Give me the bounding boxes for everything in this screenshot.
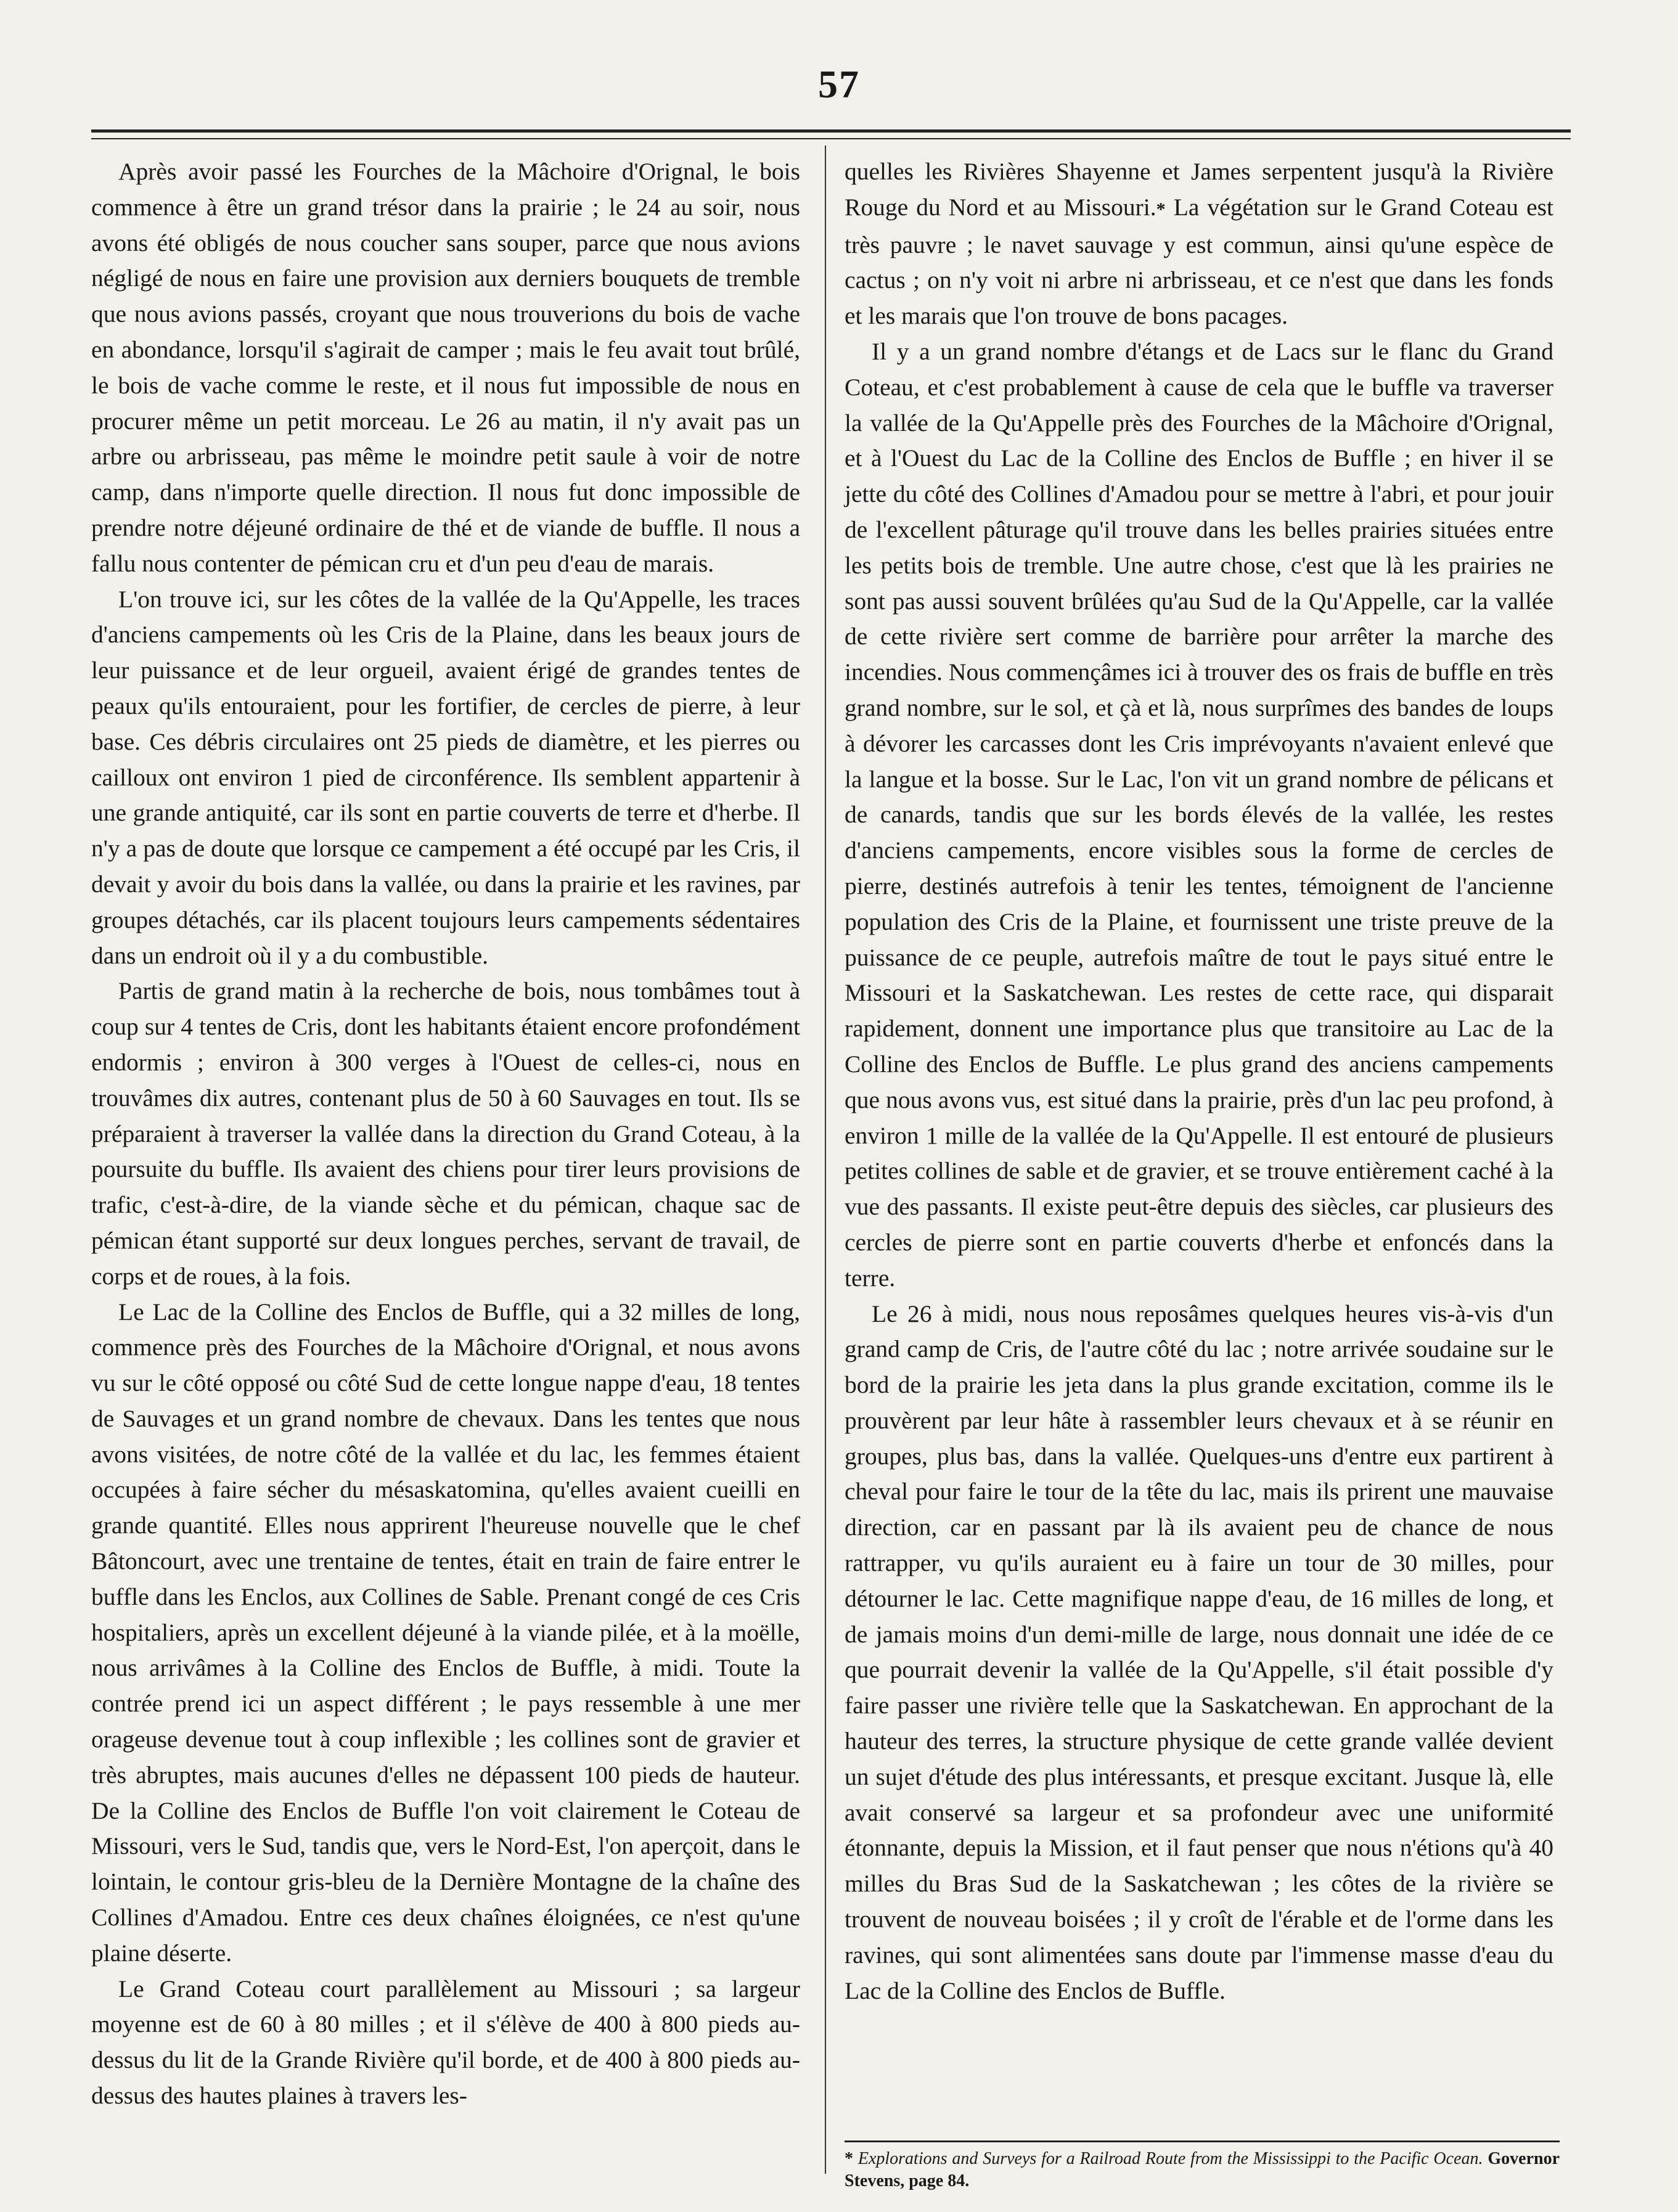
continued-text: quelles les Rivières Shayenne et James serpentent jusqu'à la Rivière Rouge du Nord et au Missouri. [845,158,1553,221]
footnote-author: Governor Stevens, page 84. [845,2149,1560,2190]
header-rule [91,129,1571,133]
column-divider [825,145,826,2174]
footnote-star: * [845,2149,853,2168]
paragraph: Après avoir passé les Fourches de la Mâchoire d'Orignal, le bois commence à être un grand trésor dans la prairie ; le 24 au soir, nous avons été obligés de nous coucher sans souper, parce que nous avions négligé de nous en faire une provision aux derniers bouquets de tremble que nous avions passés, croyant que nous trouverions du bois de vache en abondance, lorsqu'il s'agirait de camper ; mais le feu avait tout brûlé, le bois de vache comme le reste, et il nous fut impossible de nous en procurer même un petit morceau. Le 26 au matin, il n'y avait pas un arbre ou arbrisseau, pas même le moindre petit saule à voir de notre camp, dans n'importe quelle direction. Il nous fut donc impossible de prendre notre déjeuné ordinaire de thé et de viande de buffle. Il nous a fallu nous contenter de pémican cru et d'un peu d'eau de marais. [91,158,800,577]
paragraph: Il y a un grand nombre d'étangs et de Lacs sur le flanc du Grand Coteau, et c'est probablement à cause de cela que le buffle va traverser la vallée de la Qu'Appelle près des Fourches de la Mâchoire d'Orignal, et à l'Ouest du Lac de la Colline des Enclos de Buffle ; en hiver il se jette du côté des Collines d'Amadou pour se mettre à l'abri, et pour jouir de l'excellent pâturage qu'il trouve dans les belles prairies situées entre les petits bois de tremble. Une autre chose, c'est que là les prairies ne sont pas aussi souvent brûlées qu'au Sud de la Qu'Appelle, car la vallée de cette rivière sert comme de barrière pour arrêter la marche des incendies. Nous commençâmes ici à trouver des os frais de buffle en très grand nombre, sur le sol, et çà et là, nous surprîmes des bandes de loups à dévorer les carcasses dont les Cris imprévoyants n'avaient enlevé que la langue et la bosse. Sur le Lac, l'on vit un grand nombre de pélicans et de canards, tandis que sur les bords élevés de la vallée, les restes d'anciens campements, encore visibles sous la forme de cercles de pierre, destinés autrefois à tenir les tentes, témoignent de l'ancienne population des Cris de la Plaine, et fournissent une triste preuve de la puissance de ce peuple, autrefois maître de tout le pays situé entre le Missouri et la Saskatchewan. Les restes de cette race, qui disparait rapidement, donnent une importance plus que transitoire au Lac de la Colline des Enclos de Buffle. Le plus grand des anciens campements que nous avons vus, est situé dans la prairie, près d'un lac peu profond, à environ 1 mille de la vallée de la Qu'Appelle. Il est entouré de plusieurs petites collines de sable et de gravier, et se trouve entièrement caché à la vue des passants. Il existe peut-être depuis des siècles, car plusieurs des cercles de pierre sont en partie couverts d'herbe et enfoncés dans la terre. [845,337,1553,1292]
page-number: 57 [818,62,860,106]
paragraph: Le Grand Coteau court parallèlement au Missouri ; sa largeur moyenne est de 60 à 80 milles ; et il s'élève de 400 à 800 pieds au-dessus du lit de la Grande Rivière qu'il borde, et de 400 à 800 pieds au-dessus des hautes plaines à travers les- [91,1975,800,2110]
paragraph: L'on trouve ici, sur les côtes de la vallée de la Qu'Appelle, les traces d'anciens campements où les Cris de la Plaine, dans les beaux jours de leur puissance et de leur orgueil, avaient érigé de grandes tentes de peaux qu'ils entouraient, pour les fortifier, de cercles de pierre, à leur base. Ces débris circulaires ont 25 pieds de diamètre, et les pierres ou cailloux ont environ 1 pied de circonférence. Ils semblent appartenir à une grande antiquité, car ils sont en partie couverts de terre et d'herbe. Il n'y a pas de doute que lorsque ce campement a été occupé par les Cris, il devait y avoir du bois dans la vallée, ou dans la prairie et les ravines, par groupes détachés, car ils placent toujours leurs campements sédentaires dans un endroit où il y a du combustible. [91,585,800,969]
paragraph: Le 26 à midi, nous nous reposâmes quelques heures vis-à-vis d'un grand camp de Cris, de l'autre côté du lac ; notre arrivée soudaine sur le bord de la prairie les jeta dans la plus grande excitation, comme ils le prouvèrent par leur hâte à rassembler leurs chevaux et à se réunir en groupes, plus bas, dans la vallée. Quelques-uns d'entre eux partirent à cheval pour faire le tour de la tête du lac, mais ils prirent une mauvaise direction, car en passant par là ils avaient peu de chance de nous rattrapper, vu qu'ils auraient eu à faire un tour de 30 milles, pour détourner le lac. Cette magnifique nappe d'eau, de 16 milles de long, et de jamais moins d'un demi-mille de large, nous donnait une idée de ce que pourrait devenir la vallée de la Qu'Appelle, s'il était possible d'y faire passer une rivière telle que la Saskatchewan. En approchant de la hauteur des terres, la structure physique de cette grande vallée devient un sujet d'étude des plus intéressants, et presque excitant. Jusque là, elle avait conservé sa largeur et sa profondeur avec une uniformité étonnante, depuis la Mission, et il faut penser que nous n'étions qu'à 40 milles du Bras Sud de la Saskatchewan ; les côtes de la rivière se trouvent de nouveau boisées ; il y croît de l'érable et de l'orme dans les ravines, qui sont alimentées sans doute par l'immense masse d'eau du Lac de la Colline des Enclos de Buffle. [845,1300,1553,2004]
footnote [845,2148,1560,2192]
footnote-marker: * [1156,199,1166,219]
left-column [91,154,800,2114]
footnote-text: Explorations and Surveys for a Railroad Route from the Mississippi to the Pacific Ocean. [857,2149,1483,2168]
header-rule-thin [91,138,1571,139]
paragraph: Le Lac de la Colline des Enclos de Buffle, qui a 32 milles de long, commence près des Fourches de la Mâchoire d'Orignal, et nous avons vu sur le côté opposé ou côté Sud de cette longue nappe d'eau, 18 tentes de Sauvages et un grand nombre de chevaux. Dans les tentes que nous avons visitées, de notre côté de la vallée et du lac, les femmes étaient occupées à faire sécher du mésaskatomina, qu'elles avaient cueilli en grande quantité. Elles nous apprirent l'heureuse nouvelle que le chef Bâtoncourt, avec une trentaine de tentes, était en train de faire entrer le buffle dans les Enclos, aux Collines de Sable. Prenant congé de ces Cris hospitaliers, après un excellent déjeuné à la viande pilée, et à la moëlle, nous arrivâmes à la Colline des Enclos de Buffle, à midi. Toute la contrée prend ici un aspect différent ; le pays ressemble à une mer orageuse devenue tout à coup inflexible ; les collines sont de gravier et très abruptes, mais aucunes d'elles ne dépassent 100 pieds de hauteur. De la Colline des Enclos de Buffle l'on voit clairement le Coteau de Missouri, vers le Sud, tandis que, vers le Nord-Est, l'on aperçoit, dans le lointain, le contour gris-bleu de la Dernière Montagne de la chaîne des Collines d'Amadou. Entre ces deux chaînes éloignées, ce n'est qu'une plaine déserte. [91,1298,800,1967]
paragraph-continued [845,154,1553,334]
continued-text-rest: La végétation sur le Grand Coteau est très pauvre ; le navet sauvage y est commun, ainsi qu'une espèce de cactus ; on n'y voit ni arbre ni arbrisseau, et ce n'est que dans les fonds et les marais que l'on trouve de bons pacages. [845,193,1553,330]
right-column [845,154,1553,2009]
footnote-rule [845,2140,1560,2142]
paragraph: Partis de grand matin à la recherche de bois, nous tombâmes tout à coup sur 4 tentes de Cris, dont les habitants étaient encore profondément endormis ; environ à 300 verges à l'Ouest de celles-ci, nous en trouvâmes dix autres, contenant plus de 50 à 60 Sauvages en tout. Ils se préparaient à traverser la vallée dans la direction du Grand Coteau, à la poursuite du buffle. Ils avaient des chiens pour tirer leurs provisions de trafic, c'est-à-dire, de la viande sèche et du pémican, chaque sac de pémican étant supporté sur deux longues perches, servant de travail, de corps et de roues, à la fois. [91,977,800,1290]
